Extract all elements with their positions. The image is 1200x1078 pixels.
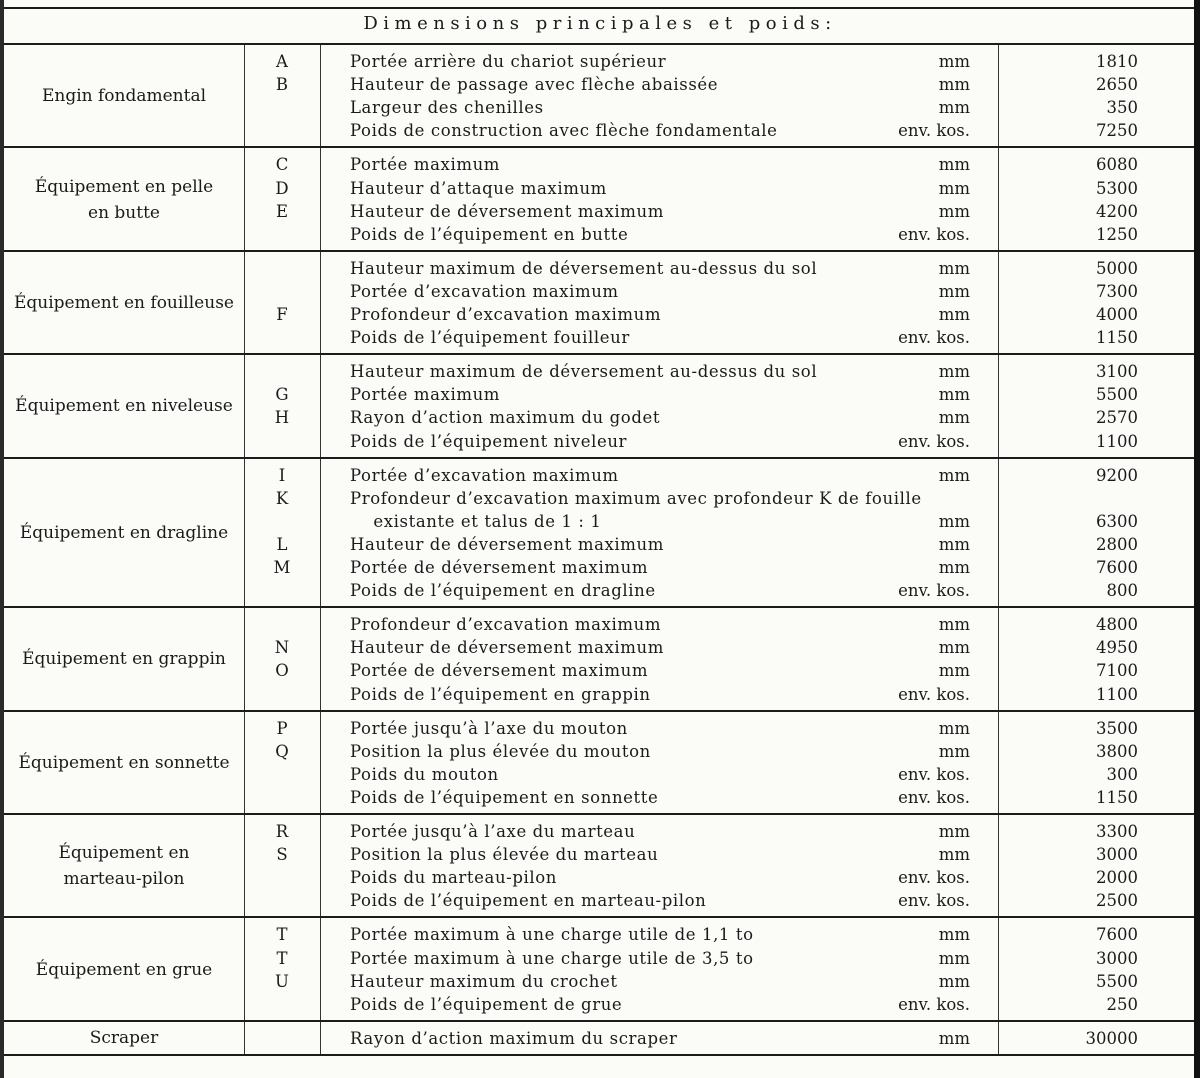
- row-value: 800: [1106, 581, 1138, 601]
- row-letter: L: [276, 534, 288, 554]
- row-description: Poids du mouton: [350, 764, 499, 784]
- row-value: 1150: [1096, 787, 1138, 807]
- table-row: [0, 257, 1200, 280]
- row-unit: mm: [938, 178, 970, 198]
- column-rule-name: [244, 1022, 245, 1055]
- row-value: 2800: [1096, 534, 1138, 554]
- row-description: Poids de l’équipement de grue: [350, 994, 623, 1014]
- row-value: 350: [1106, 98, 1138, 118]
- row-description: Poids de l’équipement en dragline: [350, 581, 656, 601]
- row-unit: env. kos.: [898, 891, 970, 911]
- row-value: 1100: [1096, 431, 1138, 451]
- group-separator: [4, 916, 1194, 918]
- table-row: [0, 993, 1200, 1016]
- row-value: 5500: [1096, 385, 1138, 405]
- row-value: 5300: [1096, 178, 1138, 198]
- row-letter: D: [275, 178, 289, 198]
- row-value: 2650: [1096, 75, 1138, 95]
- column-rule-unit: [998, 608, 999, 710]
- row-letter: E: [275, 201, 289, 221]
- group-name-line: Équipement en pelle: [34, 176, 214, 197]
- row-description: Portée jusqu’à l’axe du mouton: [350, 718, 628, 738]
- table-row: [0, 533, 1200, 556]
- group-name-line: Équipement en dragline: [19, 522, 229, 543]
- row-value: 2500: [1096, 891, 1138, 911]
- column-rule-name: [244, 45, 245, 147]
- row-unit: env. kos.: [898, 684, 970, 704]
- row-description: Hauteur de déversement maximum: [350, 638, 665, 658]
- row-value: 7300: [1096, 281, 1138, 301]
- column-rule-name: [244, 918, 245, 1020]
- column-rule-name: [244, 252, 245, 354]
- row-value: 1810: [1096, 52, 1138, 71]
- column-rule-letter: [320, 815, 321, 917]
- row-unit: mm: [938, 201, 970, 221]
- row-description: Poids de l’équipement en sonnette: [350, 787, 659, 807]
- table-row: [0, 200, 1200, 223]
- row-unit: mm: [938, 615, 970, 635]
- table-title: Dimensions principales et poids:: [363, 13, 837, 34]
- column-rule-name: [244, 712, 245, 814]
- group-name-line: Équipement en grue: [35, 959, 213, 980]
- row-description: Portée maximum: [350, 155, 501, 175]
- table-row: [0, 820, 1200, 843]
- column-rule-unit: [998, 459, 999, 608]
- group-name-line: en butte: [88, 202, 160, 223]
- row-letter: H: [274, 408, 290, 428]
- row-value: 30000: [1085, 1028, 1138, 1048]
- row-value: 1150: [1096, 328, 1138, 348]
- group-name-line: Engin fondamental: [41, 86, 207, 107]
- header-bottom-rule: [4, 43, 1194, 45]
- row-description: Largeur des chenilles: [350, 98, 544, 118]
- row-value: 9200: [1096, 465, 1138, 485]
- row-description: Profondeur d’excavation maximum avec profondeur K de fouille: [350, 488, 922, 508]
- table-row: [0, 636, 1200, 659]
- row-letter: K: [275, 488, 289, 508]
- row-letter: M: [273, 558, 291, 577]
- row-description: Poids de l’équipement niveleur: [350, 431, 628, 451]
- row-value: 4800: [1096, 615, 1138, 635]
- row-description: Poids de construction avec flèche fondamentale: [350, 121, 778, 141]
- table-row: [0, 487, 1200, 510]
- table-row: [0, 889, 1200, 912]
- row-letter: I: [278, 465, 286, 485]
- table-row: [0, 430, 1200, 453]
- row-unit: env. kos.: [898, 581, 970, 601]
- row-unit: mm: [938, 661, 970, 681]
- row-unit: env. kos.: [898, 121, 970, 141]
- row-value: 4000: [1096, 305, 1138, 324]
- column-rule-unit: [998, 252, 999, 354]
- row-unit: mm: [938, 718, 970, 738]
- row-letter: G: [275, 385, 289, 405]
- table-row: [0, 303, 1200, 326]
- row-value: 7250: [1096, 121, 1138, 141]
- row-description: Poids de l’équipement fouilleur: [350, 328, 630, 348]
- row-description: Portée maximum: [350, 385, 501, 405]
- row-unit: mm: [938, 98, 970, 118]
- column-rule-name: [244, 815, 245, 917]
- row-value: 6300: [1096, 511, 1138, 531]
- row-letter: O: [275, 661, 289, 681]
- row-description: Poids du marteau-pilon: [350, 868, 558, 888]
- table-row: [0, 683, 1200, 706]
- row-letter: P: [276, 718, 288, 738]
- row-description: Hauteur de déversement maximum: [350, 201, 665, 221]
- row-unit: mm: [938, 558, 970, 577]
- row-unit: mm: [938, 362, 970, 382]
- row-unit: mm: [938, 971, 970, 991]
- row-letter: A: [276, 52, 288, 71]
- column-rule-name: [244, 608, 245, 710]
- table-row: [0, 510, 1200, 533]
- row-description: Profondeur d’excavation maximum: [350, 615, 662, 635]
- table-row: [0, 970, 1200, 993]
- table-row: [0, 717, 1200, 740]
- row-value: 1250: [1096, 224, 1138, 244]
- row-unit: mm: [938, 52, 970, 71]
- group-separator: [4, 457, 1194, 459]
- column-rule-letter: [320, 1022, 321, 1055]
- column-rule-unit: [998, 148, 999, 250]
- row-description: Portée arrière du chariot supérieur: [350, 52, 667, 71]
- table-row: [0, 73, 1200, 96]
- row-unit: mm: [938, 408, 970, 428]
- row-value: 2570: [1096, 408, 1138, 428]
- table-row: [0, 406, 1200, 429]
- row-description: Hauteur maximum de déversement au-dessus du sol: [350, 258, 818, 278]
- group-separator: [4, 710, 1194, 712]
- column-rule-letter: [320, 608, 321, 710]
- table-row: [0, 326, 1200, 349]
- row-value: 5500: [1096, 971, 1138, 991]
- group-separator: [4, 1054, 1194, 1056]
- row-description: existante et talus de 1 : 1: [350, 511, 602, 531]
- column-rule-unit: [998, 918, 999, 1020]
- row-description: Rayon d’action maximum du godet: [350, 408, 661, 428]
- row-unit: mm: [938, 281, 970, 301]
- column-rule-unit: [998, 355, 999, 457]
- table-row: [0, 383, 1200, 406]
- row-description: Position la plus élevée du marteau: [350, 845, 659, 865]
- table-row: [0, 96, 1200, 119]
- row-value: 7600: [1096, 558, 1138, 577]
- column-rule-letter: [320, 712, 321, 814]
- row-letter: R: [275, 822, 289, 841]
- row-value: 3000: [1096, 845, 1138, 865]
- table-row: [0, 843, 1200, 866]
- row-description: Hauteur d’attaque maximum: [350, 178, 607, 198]
- table-row: [0, 786, 1200, 809]
- table-row: [0, 866, 1200, 889]
- column-rule-letter: [320, 355, 321, 457]
- row-description: Position la plus élevée du mouton: [350, 741, 651, 761]
- group-name-line: Équipement en fouilleuse: [14, 293, 234, 313]
- row-unit: mm: [938, 638, 970, 658]
- row-description: Poids de l’équipement en butte: [350, 224, 629, 244]
- column-rule-letter: [320, 45, 321, 147]
- row-unit: mm: [938, 258, 970, 278]
- row-value: 300: [1106, 764, 1138, 784]
- row-letter: N: [274, 638, 290, 658]
- row-value: 7100: [1096, 661, 1138, 681]
- row-unit: env. kos.: [898, 328, 970, 348]
- row-value: 3300: [1096, 822, 1138, 841]
- column-rule-letter: [320, 148, 321, 250]
- row-description: Hauteur maximum de déversement au-dessus du sol: [350, 362, 818, 382]
- column-rule-name: [244, 459, 245, 608]
- row-value: 5000: [1096, 258, 1138, 278]
- row-letter: T: [276, 948, 288, 968]
- row-description: Portée d’excavation maximum: [350, 281, 619, 301]
- row-description: Portée de déversement maximum: [350, 661, 649, 681]
- table-top-rule: [4, 7, 1194, 9]
- row-unit: mm: [938, 925, 970, 945]
- table-row: [0, 360, 1200, 383]
- group-separator: [4, 146, 1194, 148]
- row-unit: mm: [938, 75, 970, 95]
- row-description: Rayon d’action maximum du scraper: [350, 1028, 678, 1048]
- table-row: [0, 763, 1200, 786]
- row-value: 1100: [1096, 684, 1138, 704]
- row-value: 3100: [1096, 362, 1138, 382]
- row-value: 3000: [1096, 948, 1138, 968]
- column-rule-name: [244, 355, 245, 457]
- row-value: 7600: [1096, 925, 1138, 945]
- row-letter: Q: [275, 741, 289, 761]
- row-unit: mm: [938, 1028, 970, 1048]
- table-row: [0, 556, 1200, 579]
- row-unit: mm: [938, 155, 970, 175]
- row-value: 3500: [1096, 718, 1138, 738]
- row-description: Poids de l’équipement en marteau-pilon: [350, 891, 707, 911]
- row-value: 4950: [1096, 638, 1138, 658]
- table-row: [0, 923, 1200, 946]
- column-rule-unit: [998, 45, 999, 147]
- row-value: 2000: [1096, 868, 1138, 888]
- row-description: Hauteur maximum du crochet: [350, 971, 618, 991]
- column-rule-letter: [320, 459, 321, 608]
- group-name-line: Équipement en: [58, 843, 190, 864]
- row-unit: env. kos.: [898, 431, 970, 451]
- table-row: [0, 740, 1200, 763]
- group-name-line: Équipement en niveleuse: [15, 396, 233, 417]
- row-unit: mm: [938, 741, 970, 761]
- row-letter: F: [276, 305, 288, 324]
- row-description: Portée jusqu’à l’axe du marteau: [350, 822, 636, 841]
- row-value: 250: [1106, 994, 1138, 1014]
- column-rule-unit: [998, 1022, 999, 1055]
- row-letter: C: [275, 155, 289, 175]
- row-unit: env. kos.: [898, 764, 970, 784]
- column-rule-unit: [998, 712, 999, 814]
- row-value: 6080: [1096, 155, 1138, 175]
- table-row: [0, 119, 1200, 142]
- row-unit: mm: [938, 534, 970, 554]
- column-rule-name: [244, 148, 245, 250]
- table-row: [0, 613, 1200, 636]
- row-unit: env. kos.: [898, 787, 970, 807]
- row-unit: mm: [938, 511, 970, 531]
- table-row: [0, 177, 1200, 200]
- table-row: [0, 50, 1200, 73]
- group-separator: [4, 606, 1194, 608]
- row-unit: mm: [938, 305, 970, 324]
- row-description: Portée de déversement maximum: [350, 558, 649, 577]
- group-name-line: Scraper: [89, 1028, 159, 1049]
- row-letter: T: [276, 925, 288, 945]
- row-description: Hauteur de passage avec flèche abaissée: [350, 75, 719, 95]
- group-name-line: marteau-pilon: [63, 869, 185, 890]
- group-separator: [4, 1020, 1194, 1022]
- table-row: [0, 579, 1200, 602]
- table-row: [0, 223, 1200, 246]
- group-separator: [4, 813, 1194, 815]
- group-name-line: Équipement en sonnette: [18, 752, 230, 773]
- row-letter: U: [275, 971, 289, 991]
- table-row: [0, 464, 1200, 487]
- row-unit: env. kos.: [898, 868, 970, 888]
- table-row: [0, 1027, 1200, 1050]
- row-description: Profondeur d’excavation maximum: [350, 305, 662, 324]
- row-unit: mm: [938, 385, 970, 405]
- table-row: [0, 659, 1200, 682]
- column-rule-unit: [998, 815, 999, 917]
- column-rule-letter: [320, 918, 321, 1020]
- row-unit: mm: [938, 948, 970, 968]
- row-unit: mm: [938, 822, 970, 841]
- row-description: Portée d’excavation maximum: [350, 465, 619, 485]
- group-separator: [4, 353, 1194, 355]
- row-letter: S: [276, 845, 288, 865]
- row-description: Poids de l’équipement en grappin: [350, 684, 651, 704]
- row-unit: mm: [938, 845, 970, 865]
- row-description: Portée maximum à une charge utile de 1,1 to: [350, 925, 754, 945]
- row-value: 3800: [1096, 741, 1138, 761]
- row-unit: env. kos.: [898, 224, 970, 244]
- row-letter: B: [275, 75, 289, 95]
- row-unit: env. kos.: [898, 994, 970, 1014]
- row-value: 4200: [1096, 201, 1138, 221]
- group-name-line: Équipement en grappin: [22, 649, 226, 670]
- column-rule-letter: [320, 252, 321, 354]
- table-row: [0, 280, 1200, 303]
- table-row: [0, 153, 1200, 176]
- row-description: Portée maximum à une charge utile de 3,5 to: [350, 948, 754, 968]
- row-description: Hauteur de déversement maximum: [350, 534, 665, 554]
- group-separator: [4, 250, 1194, 252]
- row-unit: mm: [938, 465, 970, 485]
- table-row: [0, 947, 1200, 970]
